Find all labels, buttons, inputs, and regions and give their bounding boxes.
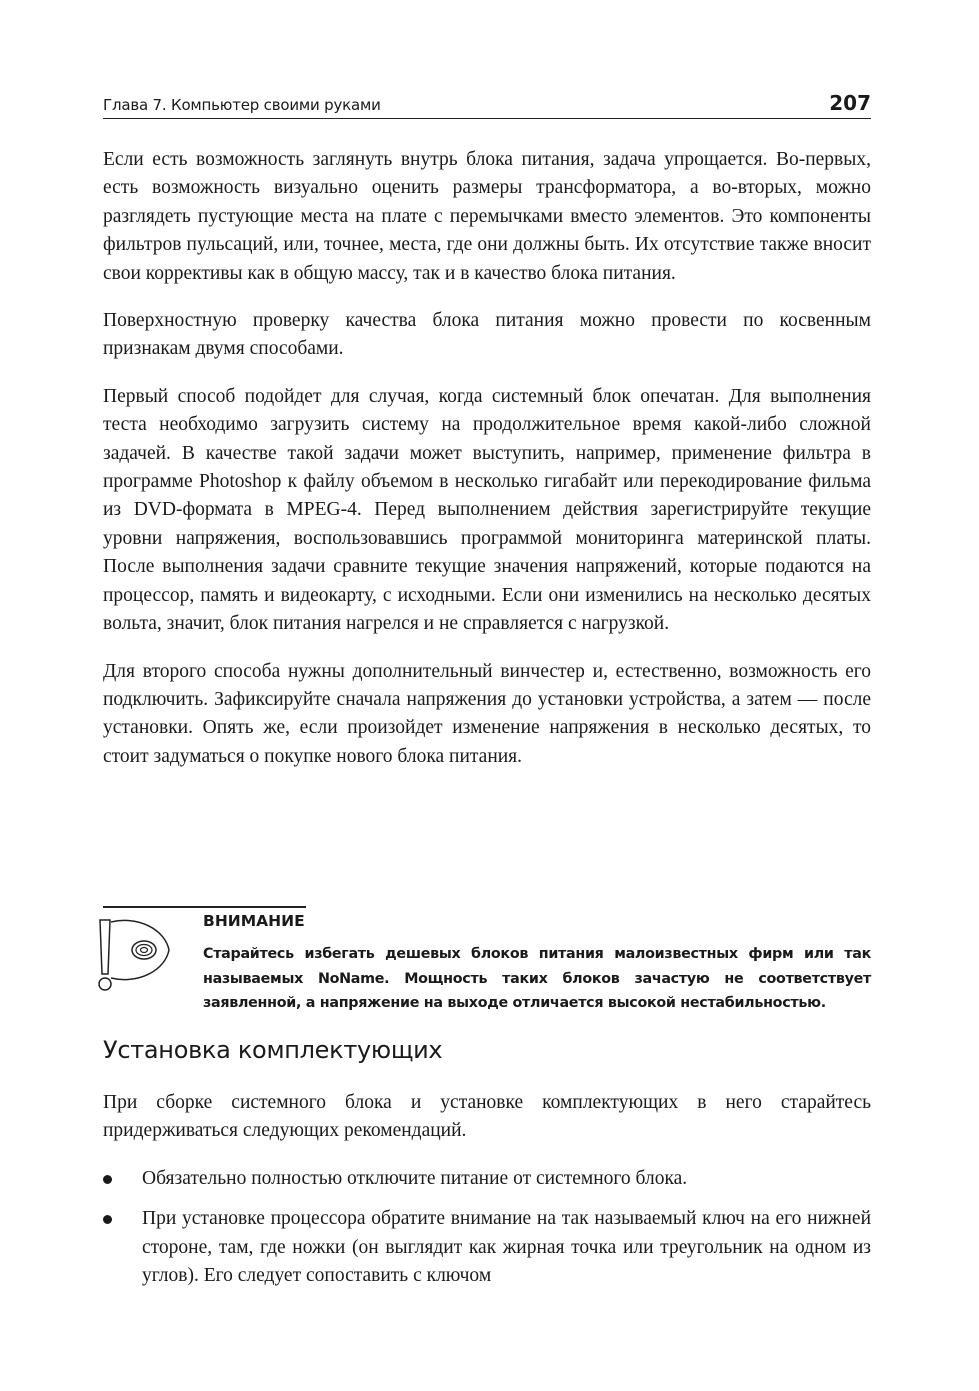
- recommendation-list: [103, 1165, 871, 1291]
- note-text: Старайтесь избегать дешевых блоков питания малоизвестных фирм или так называемых NoName. Мощность таких блоков зачастую не соответствует заявленной, а напряжение на выходе отличается высокой нестабильностью.: [203, 946, 871, 1011]
- paragraph: Для второго способа нужны дополнительный винчестер и, естественно, возможность его подключить. Зафиксируйте сначала напряжения до установки устройства, а затем — после установки. Опять же, если произойдет изменение напряжения в несколько десятых, то стоит задуматься о покупке нового блока питания.: [103, 660, 871, 767]
- chapter-title: Глава 7. Компьютер своими руками: [103, 96, 381, 114]
- note-rule: [103, 906, 306, 908]
- list-item-text: При установке процессора обратите внимание на так называемый ключ на его нижней стороне, там, где ножки (он выглядит как жирная точка или треугольник на одном из углов). Его следует сопоставить с ключом: [142, 1208, 871, 1287]
- note-title: ВНИМАНИЕ: [203, 912, 305, 930]
- running-head: [103, 88, 871, 119]
- paragraph: Поверхностную проверку качества блока питания можно провести по косвенным признакам двумя способами.: [103, 310, 871, 360]
- body-text: [103, 146, 871, 790]
- list-item: [103, 1165, 871, 1193]
- paragraph: Первый способ подойдет для случая, когда системный блок опечатан. Для выполнения теста необходимо загрузить систему на продолжительное время какой-либо сложной задачей. В качестве такой задачи может выступить, например, применение фильтра в программе Photoshop к файлу объемом в несколько гигабайт или перекодирование фильма из DVD-формата в MPEG-4. Перед выполнением действия зарегистрируйте текущие уровни напряжения, воспользовавшись программой мониторинга материнской платы. После выполнения задачи сравните текущие значения напряжений, которые подаются на процессор, память и видеокарту, с исходными. Если они изменились на несколько десятых вольта, значит, блок питания нагрелся и не справляется с нагрузкой.: [103, 385, 871, 635]
- list-item-text: Обязательно полностью отключите питание от системного блока.: [142, 1167, 688, 1189]
- warning-disc-icon: [89, 914, 189, 994]
- paragraph: Если есть возможность заглянуть внутрь блока питания, задача упрощается. Во-первых, есть возможность визуально оценить размеры трансформатора, а во-вторых, можно разглядеть пустующие места на плате с перемычками вместо элементов. Это компоненты фильтров пульсаций, или, точнее, места, где они должны быть. Их отсутствие также вносит свои коррективы как в общую массу, так и в качество блока питания.: [103, 149, 871, 284]
- page-number: 207: [829, 91, 871, 115]
- section-intro: При сборке системного блока и установке комплектующих в него старайтесь придерживаться следующих рекомендаций.: [103, 1092, 871, 1142]
- bullet-icon: [103, 1175, 112, 1184]
- section-body: [103, 1089, 871, 1302]
- list-item: [103, 1205, 871, 1290]
- bullet-icon: [103, 1215, 112, 1224]
- warning-note: [103, 900, 871, 1020]
- section-heading: Установка комплектующих: [103, 1036, 443, 1064]
